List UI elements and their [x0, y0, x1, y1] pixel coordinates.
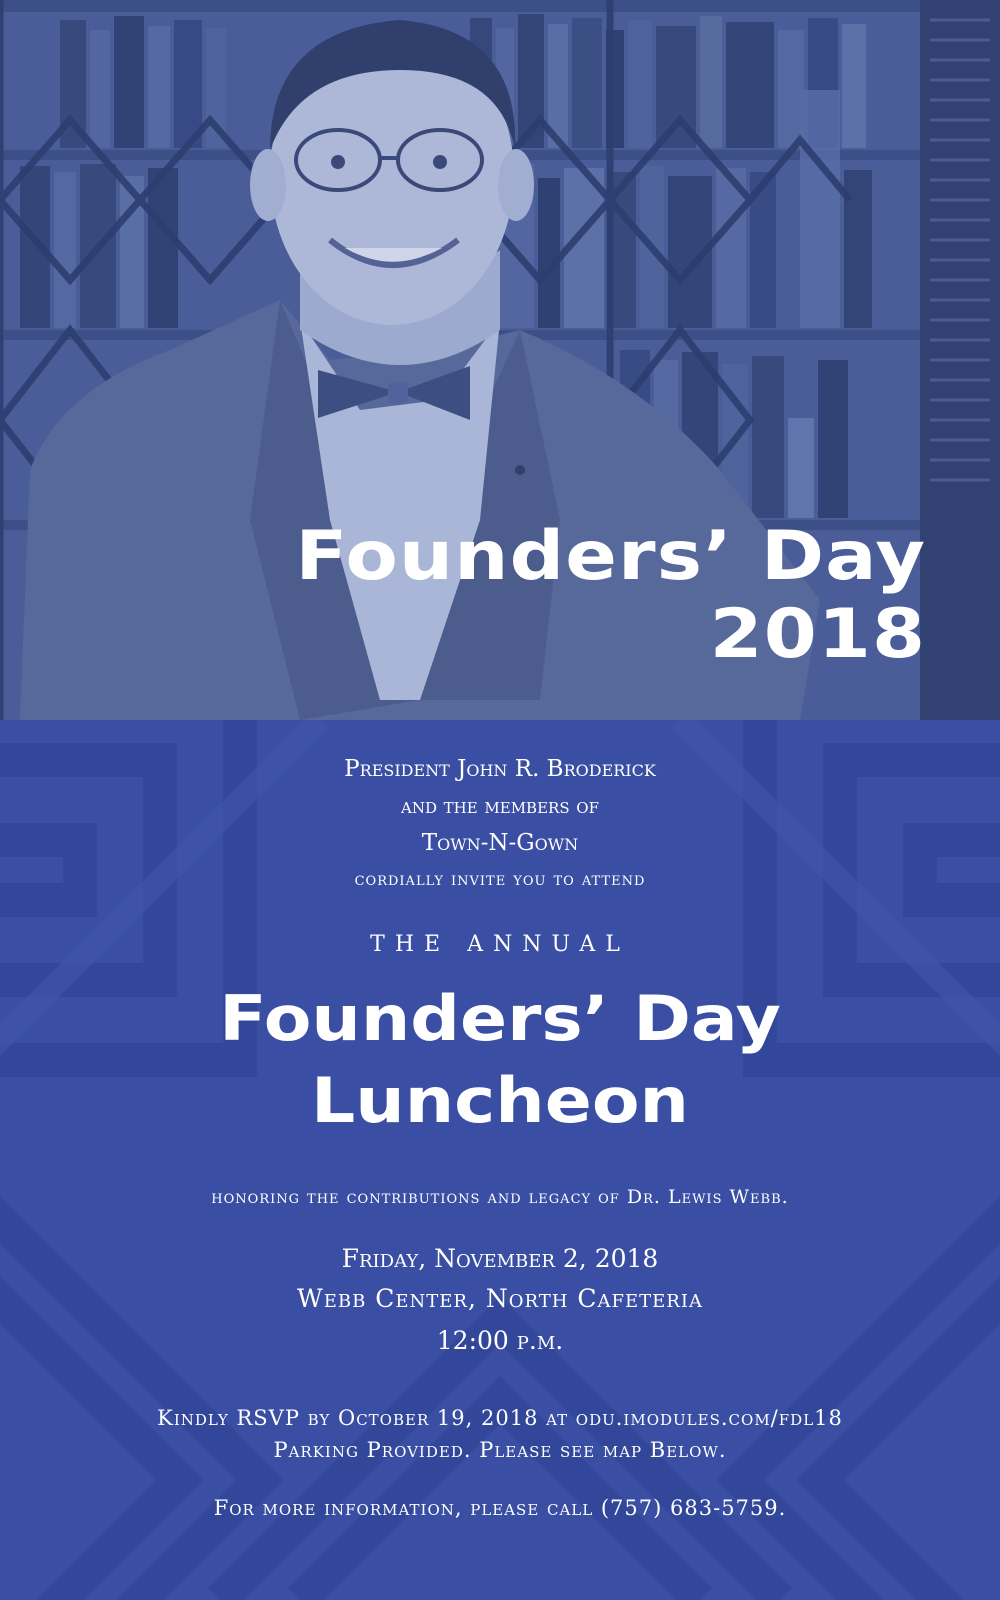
rsvp-line: Kindly RSVP by October 19, 2018 at odu.imodules.com/fdl18: [157, 1406, 843, 1430]
invitation-text: [0, 720, 1000, 1600]
parking-line: Parking Provided. Please see map Below.: [273, 1438, 727, 1462]
event-time: 12:00 p.m.: [436, 1326, 564, 1355]
info-line: For more information, please call (757) 683-5759.: [213, 1496, 787, 1520]
hero-title-line1: Founders’ Day: [295, 517, 926, 596]
event-title-line1: Founders’ Day: [219, 982, 781, 1055]
invitation-panel: [0, 720, 1000, 1600]
invite-line: cordially invite you to attend: [354, 868, 646, 890]
event-venue: Webb Center, North Cafeteria: [297, 1284, 703, 1313]
hero-title-line2: 2018: [709, 595, 926, 674]
honoring-line: honoring the contributions and legacy of Dr. Lewis Webb.: [211, 1186, 789, 1208]
host-organization: Town-N-Gown: [421, 830, 579, 856]
hero-title: [295, 518, 926, 674]
event-date: Friday, November 2, 2018: [341, 1244, 659, 1273]
event-prefix: THE ANNUAL: [370, 932, 630, 957]
event-title: [0, 978, 1000, 1142]
host-members: and the members of: [401, 794, 599, 818]
hero-photo: [0, 0, 1000, 720]
event-title-line2: Luncheon: [311, 1064, 689, 1137]
host-president: President John R. Broderick: [344, 756, 656, 782]
